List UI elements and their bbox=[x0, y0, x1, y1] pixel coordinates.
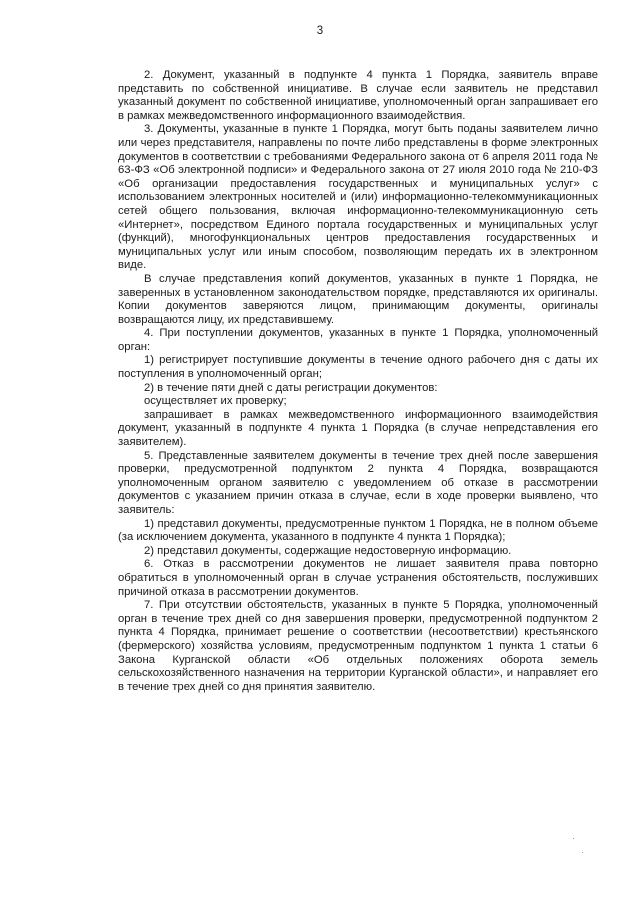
paragraph-4-item-1: 1) регистрирует поступившие документы в течение одного рабочего дня с даты их поступления в уполномоченный орган; bbox=[118, 354, 598, 381]
paragraph-4: 4. При поступлении документов, указанных в пункте 1 Порядка, уполномоченный орган: bbox=[118, 327, 598, 353]
paragraph-4-item-2-request: запрашивает в рамках межведомственного информационного взаимодействия документ, указанный в подпункте 4 пункта 1 Порядка (в случае непредставления его заявителем). bbox=[118, 408, 598, 449]
paragraph-3-copies: В случае представления копий документов, указанных в пункте 1 Порядка, не заверенных в установленном законодательством порядке, представляются их оригиналы. Копии документов заверяются лицом, принимающим документы, оригиналы возвращаются лицу, их представившему. bbox=[118, 272, 598, 326]
paragraph-5: 5. Представленные заявителем документы в течение трех дней после завершения проверки, предусмотренной подпунктом 2 пункта 4 Порядка, возвращаются уполномоченным органом заявителю с уведомлением об отказе в рассмотрении документов с указанием причин отказа в случае, если в ходе проверки выявлено, что заявитель: bbox=[118, 449, 598, 516]
page-number: 3 bbox=[316, 25, 324, 37]
paragraph-2: 2. Документ, указанный в подпункте 4 пункта 1 Порядка, заявитель вправе представить по собственной инициативе. В случае если заявитель не представил указанный документ по собственной инициативе, уполномоченный орган запрашивает его в рамках межведомственного информационного взаимодействия. bbox=[118, 69, 598, 122]
scan-speck bbox=[573, 838, 574, 839]
document-body bbox=[118, 69, 598, 694]
scan-speck bbox=[582, 852, 583, 853]
paragraph-5-item-1: 1) представил документы, предусмотренные пунктом 1 Порядка, не в полном объеме (за исключением документа, указанного в подпункте 4 пункта 1 Порядка); bbox=[118, 517, 598, 544]
paragraph-4-item-2-check: осуществляет их проверку; bbox=[144, 395, 287, 408]
paragraph-6: 6. Отказ в рассмотрении документов не лишает заявителя права повторно обратиться в уполномоченный орган в случае устранения обстоятельств, послуживших причиной отказа в рассмотрении документов. bbox=[118, 558, 598, 598]
paragraph-3: 3. Документы, указанные в пункте 1 Порядка, могут быть поданы заявителем лично или через представителя, направлены по почте либо представлены в форме электронных документов в соответствии с требованиями Федерального закона от 6 апреля 2011 года № 63-ФЗ «Об электронной подписи» и Федерального закона от 27 июля 2010 года № 210-ФЗ «Об организации предоставления государственных и муниципальных услуг» с использованием электронных носителей и (или) информационно-телекоммуникационных сетей общего пользования, включая информационно-телекоммуникационную сеть «Интернет», посредством Единого портала государственных и муниципальных услуг (функций), многофункциональных центров предоставления государственных и муниципальных услуг или иным способом, позволяющим передать их в электронном виде. bbox=[118, 123, 598, 272]
paragraph-7: 7. При отсутствии обстоятельств, указанных в пункте 5 Порядка, уполномоченный орган в течение трех дней со дня завершения проверки, предусмотренной подпунктом 2 пункта 4 Порядка, принимает решение о соответствии (несоответствии) крестьянского (фермерского) хозяйства условиям, предусмотренным подпунктом 1 пункта 1 статьи 6 Закона Курганской области «Об отдельных положениях оборота земель сельскохозяйственного назначения на территории Курганской области», и направляет его в течение трех дней со дня принятия заявителю. bbox=[118, 599, 598, 693]
paragraph-5-item-2: 2) представил документы, содержащие недостоверную информацию. bbox=[144, 544, 512, 557]
paragraph-4-item-2: 2) в течение пяти дней с даты регистрации документов: bbox=[144, 381, 438, 394]
